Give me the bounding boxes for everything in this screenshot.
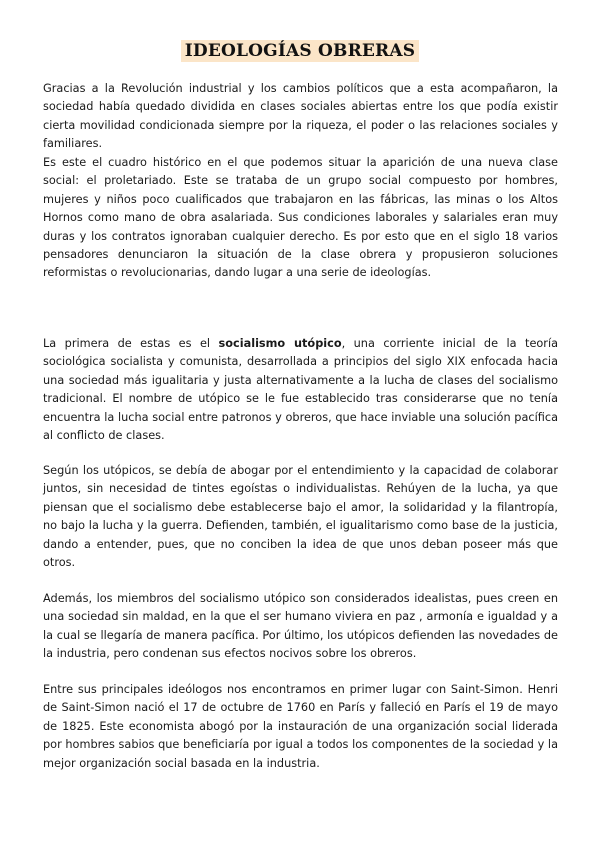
paragraph-segun-utopicos: Según los utópicos, se debía de abogar por el entendimiento y la capacidad de colaborar juntos, sin necesidad de tintes egoístas o individualistas. Rehúyen de la lucha, ya que piensan que el socialismo debe establecerse bajo el amor, la solidaridad y la filantropía, no bajo la lucha y la guerra. Defienden, también, el igualitarismo como base de la justicia, dando a entender, pues, que no conciben la idea de que unos deban poseer más que otros. (43, 464, 558, 570)
title-wrapper (0, 40, 600, 62)
document-title: IDEOLOGÍAS OBRERAS (181, 40, 420, 62)
paragraph-socialismo-utopico (43, 335, 558, 445)
paragraph-ademas: Además, los miembros del socialismo utópico son considerados idealistas, pues creen en una sociedad sin maldad, en la que el ser humano viviera en paz , armonía e igualdad y a la cual se llegaría de manera pacífica. Por último, los utópicos defienden las novedades de la industria, pero condenan sus efectos nocivos sobre los obreros. (43, 592, 558, 661)
paragraph-socialismo-utopico-after: , una corriente inicial de la teoría sociológica socialista y comunista, desarrollada a principios del siglo XIX enfocada hacia una sociedad más igualitaria y justa alternativamente a la lucha de clases del socialismo tradicional. El nombre de utópico se le fue establecido tras considerarse que no tenía encuentra la lucha social entre patronos y obreros, que hace inviable una solución pacífica al conflicto de clases. (43, 337, 559, 443)
socialismo-utopico-term: socialismo utópico (218, 337, 342, 350)
paragraph-proletariado: Es este el cuadro histórico en el que podemos situar la aparición de una nueva clase social: el proletariado. Este se trataba de un grupo social compuesto por hombres, mujeres y niños poco cualificados que trabajaron en las fábricas, las minas o los Altos Hornos como mano de obra asalariada. Sus condiciones laborales y salariales eran muy duras y los contratos ignoraban cualquier derecho. Es por esto que en el siglo 18 varios pensadores denunciaron la situación de la clase obrera y propusieron soluciones reformistas o revolucionarias, dando lugar a una serie de ideologías. (43, 156, 558, 280)
paragraph-socialismo-utopico-before: La primera de estas es el (43, 337, 219, 350)
paragraph-intro: Gracias a la Revolución industrial y los cambios políticos que a esta acompañaron, la sociedad había quedado dividida en clases sociales abiertas entre los que podía existir cierta movilidad condicionada siempre por la riqueza, el poder o las relaciones sociales y familiares. (43, 82, 558, 151)
paragraph-saint-simon: Entre sus principales ideólogos nos encontramos en primer lugar con Saint-Simon. Henri de Saint-Simon nació el 17 de octubre de 1760 en París y falleció en París el 19 de mayo de 1825. Este economista abogó por la instauración de una organización social liderada por hombres sabios que beneficiaría por igual a todos los componentes de la sociedad y la mejor organización social basada en la industria. (43, 683, 558, 770)
